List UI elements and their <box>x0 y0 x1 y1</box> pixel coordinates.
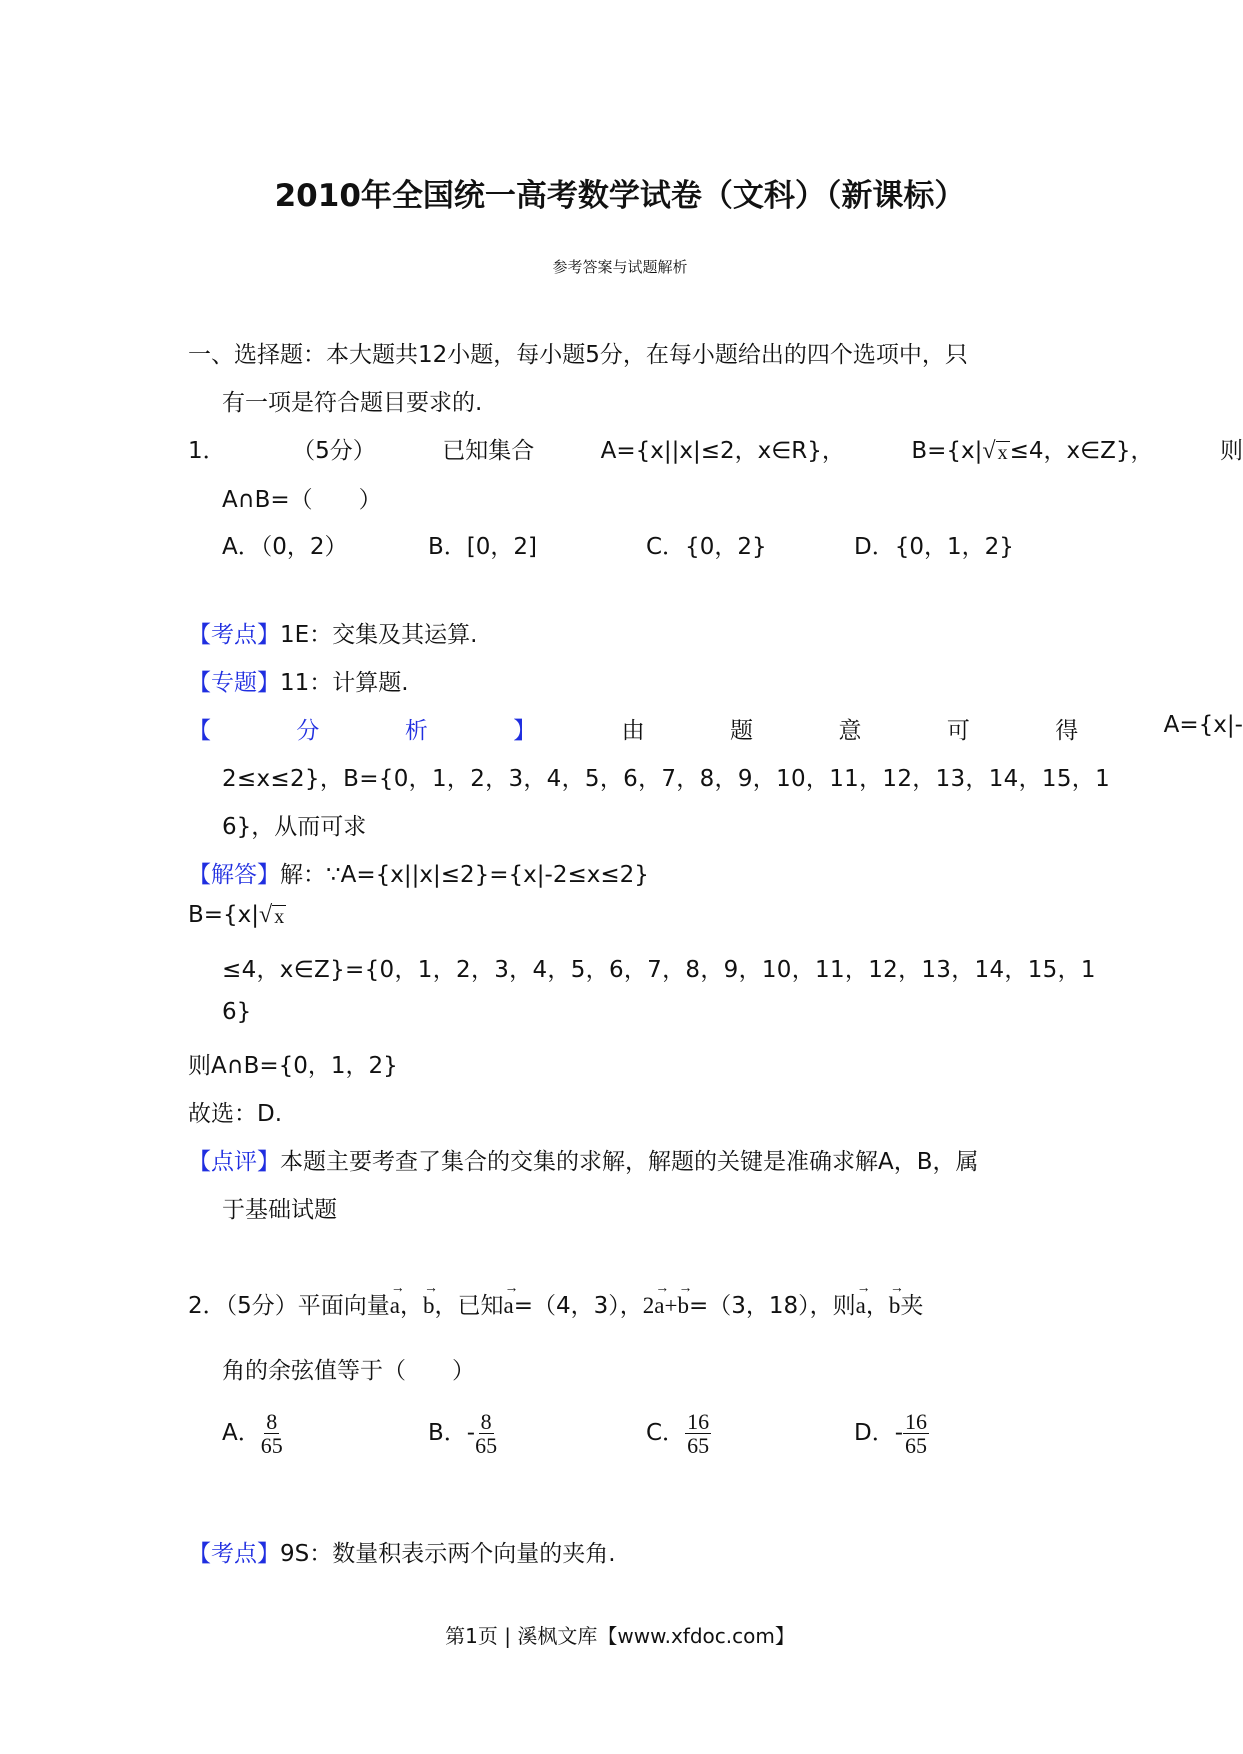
q2-option-c: C． $\frac{16}{65}$ <box>646 1409 710 1459</box>
vector-b: → b <box>889 1286 901 1317</box>
kaodian-tag: 【考点】 <box>188 1541 280 1567</box>
q2-option-d: D．- $\frac{16}{65}$ <box>854 1409 928 1459</box>
q1-set-b: B={x| √ x ≤4，x∈Z}， <box>911 438 1154 464</box>
vector-a: → a <box>504 1286 514 1317</box>
q1-option-c: C．{0，2} <box>646 534 767 560</box>
q1-jieda-line1: 【解答】解：∵A={x||x|≤2}={x|-2≤x≤2} <box>188 862 649 888</box>
vector-a: → a <box>856 1286 866 1317</box>
q1-number: 1． <box>188 438 226 464</box>
page-title: 2010年全国统一高考数学试卷（文科）（新课标） <box>274 178 966 214</box>
q2-points: （5分） <box>225 1293 298 1319</box>
q1-dianping-line2: 于基础试题 <box>222 1197 337 1223</box>
q1-jieda-line6: 故选：D. <box>188 1101 283 1127</box>
fenxi-tag: 【 <box>188 718 211 744</box>
page-footer: 第1页 | 溪枫文库【www.xfdoc.com】 <box>445 1624 795 1648</box>
q1-stem-line2: A∩B=（ ） <box>222 487 382 513</box>
q1-option-d: D．{0，1，2} <box>854 534 1014 560</box>
fraction: $\frac{16}{65}$ <box>687 1409 710 1459</box>
sqrt-expression: √ x <box>982 438 1008 464</box>
q1-stem-text: 已知集合 <box>442 438 535 464</box>
q1-zhuanti: 【专题】11：计算题. <box>188 670 409 696</box>
q2-number: 2． <box>188 1293 226 1319</box>
q1-set-a: A={x||x|≤2，x∈R}， <box>600 438 845 464</box>
vector-b: → b <box>677 1286 689 1317</box>
page-subtitle: 参考答案与试题解析 <box>552 258 688 276</box>
fraction: $\frac{8}{65}$ <box>260 1409 283 1459</box>
q1-jieda-line5: 则A∩B={0，1，2} <box>188 1053 398 1079</box>
fraction: $\frac{16}{65}$ <box>905 1409 928 1459</box>
q1-option-b: B．[0，2] <box>428 534 537 560</box>
q1-stem-line1 <box>188 432 1243 465</box>
sqrt-expression: √ x <box>259 902 285 928</box>
q1-fenxi-line2: 2≤x≤2}，B={0，1，2，3，4，5，6，7，8，9，10，11，12，13，14，15，1 <box>222 766 1111 792</box>
q1-jieda-line4: 6} <box>222 999 252 1025</box>
q1-fenxi-line1: 【 分 析 】 由 题 意 可 得 A={x|- <box>188 712 1243 744</box>
vector-a: → a <box>654 1286 664 1317</box>
q2-kaodian: 【考点】9S：数量积表示两个向量的夹角. <box>188 1541 616 1567</box>
q1-fenxi-line3: 6}，从而可求 <box>222 814 367 840</box>
zhuanti-tag: 【专题】 <box>188 670 280 696</box>
q1-dianping-line1: 【点评】本题主要考查了集合的交集的求解，解题的关键是准确求解A，B，属 <box>188 1149 979 1175</box>
dianping-tag: 【点评】 <box>188 1149 280 1175</box>
q2-stem-line2: 角的余弦值等于（ ） <box>222 1358 475 1384</box>
q1-jieda-line3: ≤4，x∈Z}={0，1，2，3，4，5，6，7，8，9，10，11，12，13，14，15，1 <box>222 957 1096 983</box>
section-heading: 一、选择题：本大题共12小题，每小题5分，在每小题给出的四个选项中，只 <box>188 342 968 368</box>
vector-b: → b <box>423 1286 435 1317</box>
q1-option-a: A．（0，2） <box>222 534 348 560</box>
q1-kaodian: 【考点】1E：交集及其运算. <box>188 622 478 648</box>
kaodian-tag: 【考点】 <box>188 622 280 648</box>
q2-option-a: A． $\frac{8}{65}$ <box>222 1409 283 1459</box>
q1-jieda-line2: B={x| √ x <box>188 902 285 928</box>
q1-then: 则 <box>1220 438 1243 464</box>
vector-a: → a <box>390 1286 400 1317</box>
fraction: $\frac{8}{65}$ <box>475 1409 498 1459</box>
jieda-tag: 【解答】 <box>188 862 280 888</box>
section-heading-cont: 有一项是符合题目要求的. <box>222 390 483 416</box>
q2-stem-line1: 2．（5分）平面向量→ a，→ b，已知→ a=（4，3），2→ a+→ b=（3，18），则→ a，→ b夹 <box>188 1286 923 1320</box>
q1-points: （5分） <box>292 438 376 464</box>
q2-option-b: B．- $\frac{8}{65}$ <box>428 1409 498 1459</box>
